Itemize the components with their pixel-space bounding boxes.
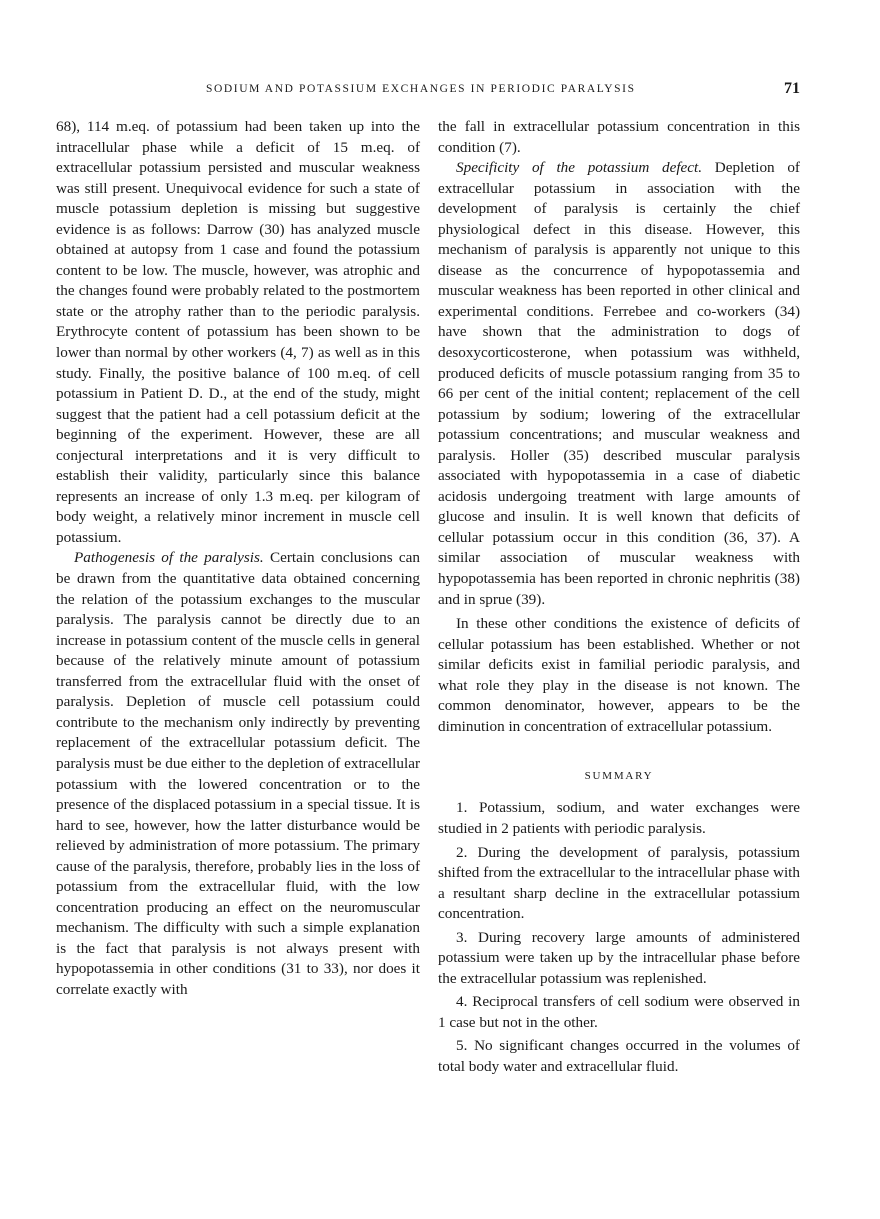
page-number: 71: [784, 80, 800, 97]
specificity-text: Depletion of extracellular potassium in association with the development of paralysis is certainly the chief physiological defect in this disease. However, this mechanism of paralysis is apparently not unique to this disease as the concurrence of hypopotassemia and muscular weakness has been reported in other clinical and experimental conditions. Ferrebee and co-workers (34) have shown that the administration to dogs of desoxycorticosterone, when potassium was withheld, produced deficits of muscle potassium ranging from 35 to 66 per cent of the initial content; replacement of the cell potassium by sodium; lowering of the extracellular potassium concentrations; and muscular weakness and paralysis. Holler (35) described muscular paralysis associated with hypopotassemia in a case of diabetic acidosis undergoing treatment with large amounts of glucose and insulin. It is well known that deficits of cellular potassium occur in this condition (36, 37). A similar association of muscular weakness with hypopotassemia has been reported in chronic nephritis (38) and in sprue (39).: [438, 159, 800, 608]
paragraph-continuation: the fall in extracellular potassium concentration in this condition (7).: [438, 118, 800, 156]
running-header: [56, 80, 800, 102]
paragraph-specificity: [438, 158, 800, 610]
paragraph-potassium-depletion: 68), 114 m.eq. of potassium had been taken up into the intracellular phase while a deficit of 15 m.eq. of extracellular potassium persisted and muscular weakness was still present. Unequivocal evidence for such a state of muscle potassium depletion is missing but suggestive evidence is as follows: Darrow (30) has analyzed muscle obtained at autopsy from 1 case and found the potassium content to be low. The muscle, however, was atrophic and the changes found were probably related to the postmortem state or the atrophy rather than to the periodic paralysis. Erythrocyte content of potassium has been shown to be lower than normal by other workers (4, 7) as well as in this study. Finally, the positive balance of 100 m.eq. of cell potassium in Patient D. D., at the end of the study, might suggest that the patient had a cell potassium deficit at the beginning of the experiment. However, these are all conjectural interpretations and it is very difficult to establish their validity, particularly since this balance represents an increase of only 1.3 m.eq. per kilogram of body weight, a relatively minor increment in muscle cell potassium.: [56, 118, 420, 546]
right-column: [438, 117, 800, 1078]
summary-heading: SUMMARY: [584, 770, 654, 783]
pathogenesis-heading: Pathogenesis of the paralysis.: [74, 549, 264, 567]
paragraph-pathogenesis: [56, 548, 420, 1000]
summary-item-3: 3. During recovery large amounts of administered potassium were taken up by the intracellular phase before the extracellular potassium was replenished.: [438, 928, 800, 987]
running-title: SODIUM AND POTASSIUM EXCHANGES IN PERIODIC PARALYSIS: [206, 83, 636, 95]
summary-item-2: 2. During the development of paralysis, potassium shifted from the extracellular to the intracellular phase with a resultant sharp decline in the extracellular potassium concentration.: [438, 843, 800, 923]
specificity-heading: Specificity of the potassium defect.: [456, 159, 703, 177]
pathogenesis-text: Certain conclusions can be drawn from the quantitative data obtained concerning the relation of the potassium exchanges to the muscular paralysis. The paralysis cannot be directly due to an increase in potassium content of the muscle cells in general because of the relatively minute amount of potassium transferred from the extracellular fluid with the onset of paralysis. Depletion of muscle cell potassium could contribute to the mechanism only indirectly by preventing replacement of the extracellular potassium deficit. The paralysis must be due either to the depletion of extracellular potassium with the lowered concentration or to the presence of the displaced potassium in a special tissue. It is hard to see, however, how the latter disturbance would be relieved by administration of more potassium. The primary cause of the paralysis, therefore, probably lies in the loss of potassium from the extracellular fluid, with the low concentration producing an effect on the neuromuscular mechanism. The difficulty with such a simple explanation is the fact that paralysis is not always present with hypopotassemia in other conditions (31 to 33), nor does it correlate exactly with: [56, 549, 420, 998]
summary-item-1: 1. Potassium, sodium, and water exchanges were studied in 2 patients with periodic paralysis.: [438, 799, 800, 837]
left-column: [56, 117, 420, 1001]
summary-item-5: 5. No significant changes occurred in the volumes of total body water and extracellular fluid.: [438, 1037, 800, 1075]
summary-item-4: 4. Reciprocal transfers of cell sodium were observed in 1 case but not in the other.: [438, 993, 800, 1031]
paragraph-other-conditions: In these other conditions the existence of deficits of cellular potassium has been established. Whether or not similar deficits exist in familial periodic paralysis, and what role they play in the disease is not known. The common denominator, however, appears to be the diminution in concentration of extracellular potassium.: [438, 615, 800, 735]
